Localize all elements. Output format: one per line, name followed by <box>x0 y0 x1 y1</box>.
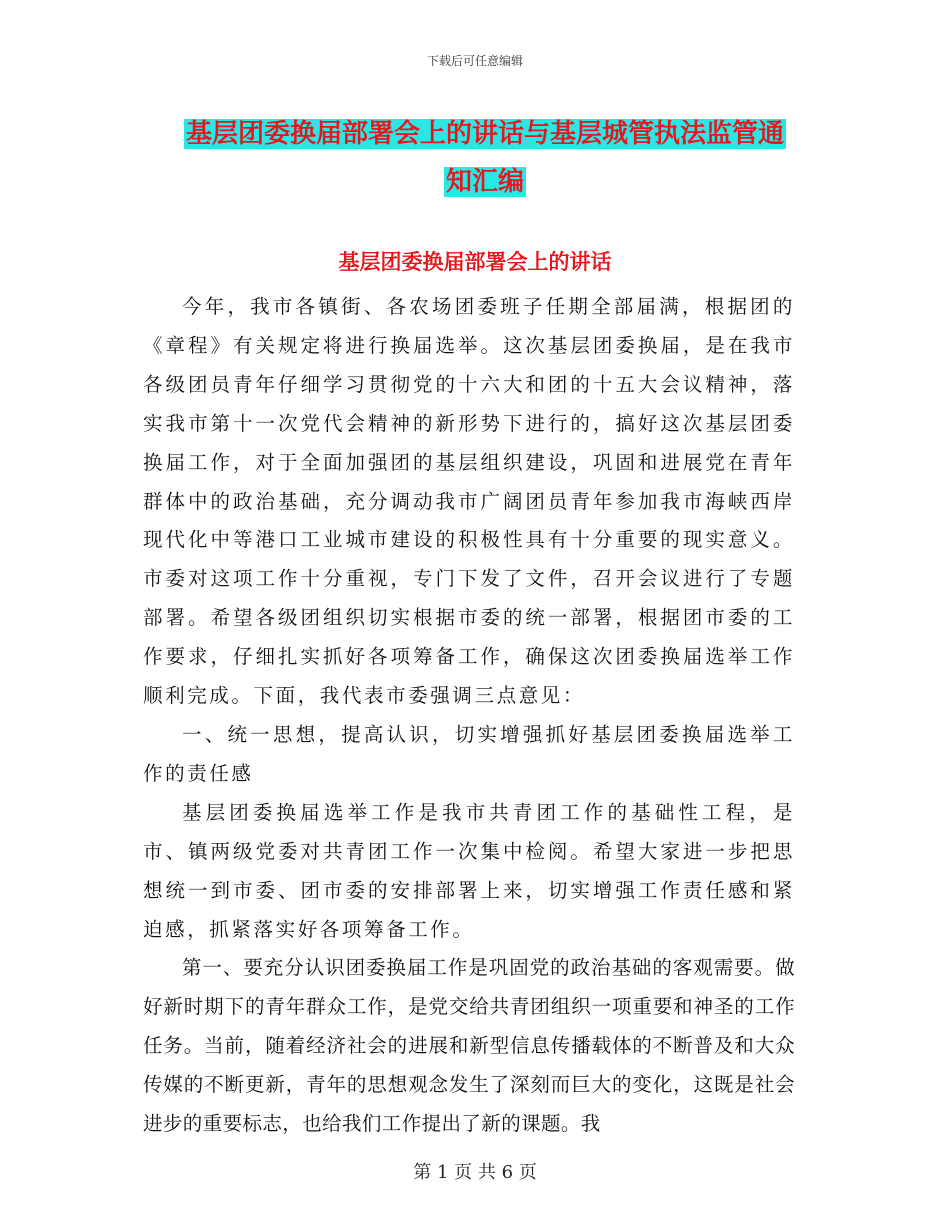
body-paragraph: 基层团委换届选举工作是我市共青团工作的基础性工程，是市、镇两级党委对共青团工作一次集中检阅。希望大家进一步把思想统一到市委、团市委的安排部署上来，切实增强工作责任感和紧迫感，抓紧落实好各项筹备工作。 <box>143 800 795 941</box>
document-title-line-2: 知汇编 <box>445 167 524 197</box>
body-paragraph: 今年，我市各镇街、各农场团委班子任期全部届满，根据团的《章程》有关规定将进行换届选举。这次基层团委换届，是在我市各级团员青年仔细学习贯彻党的十六大和团的十五大会议精神，落实我市第十一次党代会精神的新形势下进行的，搞好这次基层团委换届工作，对于全面加强团的基层组织建设，巩固和进展党在青年群体中的政治基础，充分调动我市广阔团员青年参加我市海峡西岸现代化中等港口工业城市建设的积极性具有十分重要的现实意义。市委对这项工作十分重视，专门下发了文件，召开会议进行了专题部署。希望各级团组织切实根据市委的统一部署，根据团市委的工作要求，仔细扎实抓好各项筹备工作，确保这次团委换届选举工作顺利完成。下面，我代表市委强调三点意见： <box>143 295 795 708</box>
document-title <box>140 110 830 206</box>
document-title-line-1: 基层团委换届部署会上的讲话与基层城管执法监管通 <box>185 119 784 149</box>
document-body <box>143 288 795 1144</box>
page-header-note: 下载后可任意编辑 <box>426 54 523 68</box>
body-paragraph: 第一、要充分认识团委换届工作是巩固党的政治基础的客观需要。做好新时期下的青年群众工作，是党交给共青团组织一项重要和神圣的工作任务。当前，随着经济社会的进展和新型信息传播载体的不断普及和大众传媒的不断更新，青年的思想观念发生了深刻而巨大的变化，这既是社会进步的重要标志，也给我们工作提出了新的课题。我 <box>143 956 795 1136</box>
section-title: 基层团委换届部署会上的讲话 <box>338 249 612 274</box>
body-paragraph-heading: 一、统一思想，提高认识，切实增强抓好基层团委换届选举工作的责任感 <box>143 722 795 785</box>
page-number-footer: 第 1 页 共 6 页 <box>413 1162 537 1183</box>
